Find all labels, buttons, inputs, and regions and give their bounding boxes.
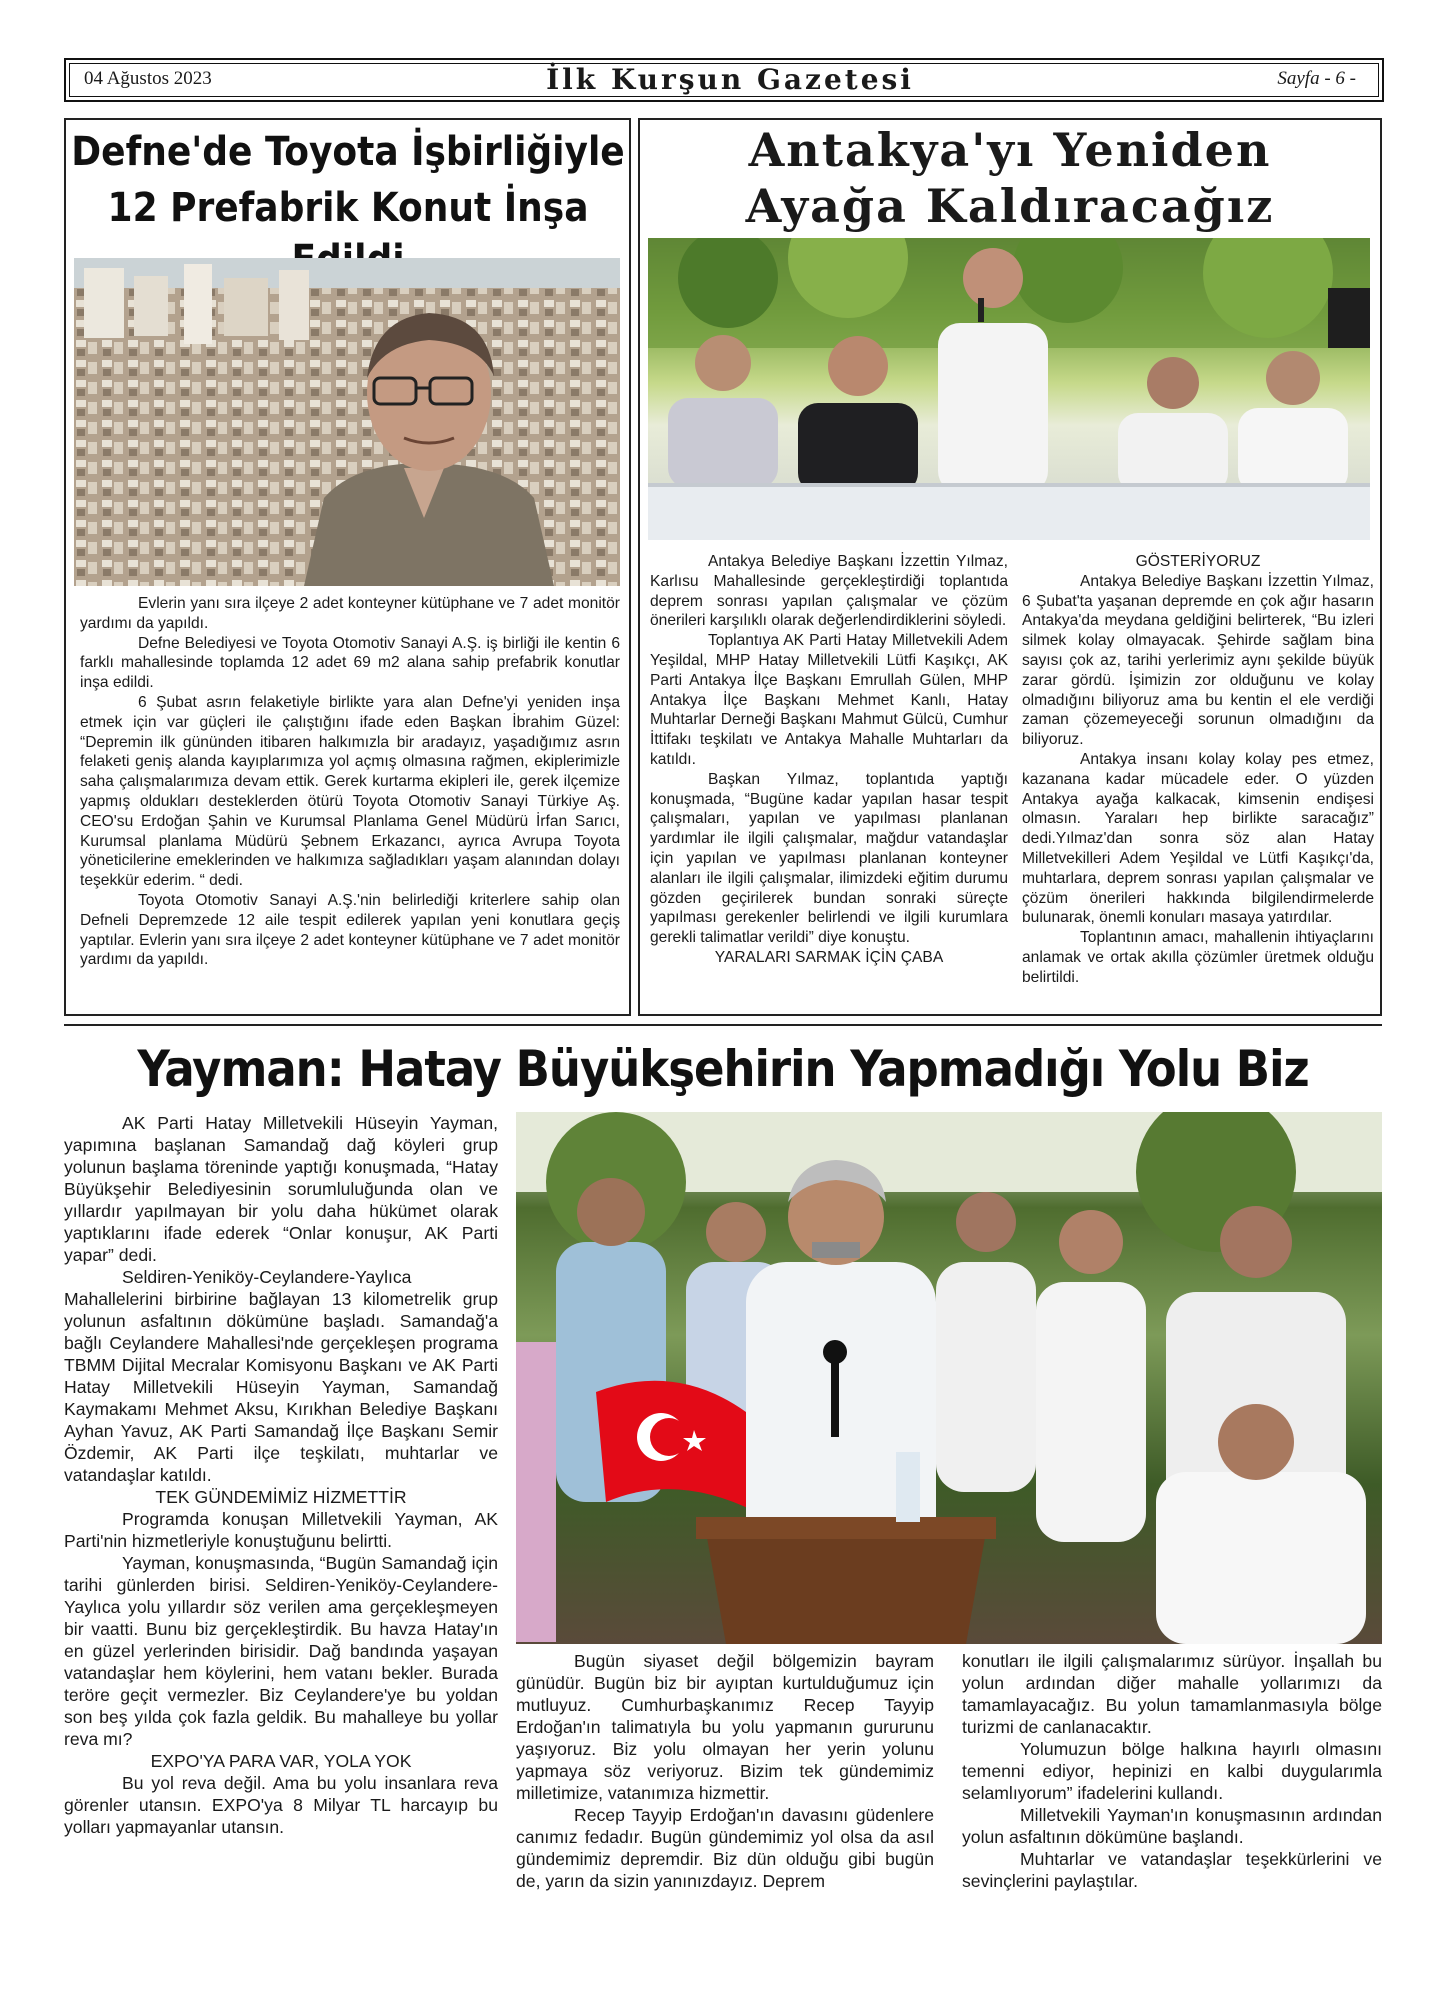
podium-speech-image (516, 1112, 1382, 1644)
article1-headline-line2: 12 Prefabrik Konut İnşa (107, 185, 589, 231)
meeting-image (648, 238, 1370, 540)
article3-headline-text: Yayman: Hatay Büyükşehirin Yapmadığı Yolu Biz (137, 1040, 1309, 1098)
article2-paragraph: Başkan Yılmaz, toplantıda yaptığı konuşmada, “Bugüne kadar yapılan hasar tespit çalışmaları, yapılan ve yapılması planlanan yardımlar ile ilgili çalışmalar, mağdur vatandaşlar için yapılan ve yapılması planlanan konteyner alanları ile ilgili çalışmalar, ilimizdeki eğitim durumu gözden geçirilerek bundan sonraki süreçte yapılması gerekenler belirlendi ve ilgili kurumlara gerekli talimatlar verildi” diye konuştu. (650, 770, 1008, 947)
article3-right-col (962, 1650, 1382, 1892)
page-number: Sayfa - 6 - (1277, 68, 1356, 89)
article3-subheading: TEK GÜNDEMİMİZ HİZMETTİR (155, 1487, 407, 1507)
city-and-man-image (74, 258, 620, 586)
article3-left-col (64, 1112, 498, 1838)
article2-paragraph: Antakya Belediye Başkanı İzzettin Yılmaz, 6 Şubat'ta yaşanan depremde en çok ağır hasarın Antakya'da meydana geldiğini belirterek, “Bu izleri silmek kolay olmayacak. Şehirde sağlam bina sayısı çok az, tarihi yerlerimiz aynı şekilde büyük zarar gördü. İşimizin zor olduğunu ve kolay olmadığını biliyoruz ama bu kentin el ele verdiği zaman çözemeyeceği sorunun olmadığını da biliyoruz. (1022, 572, 1374, 749)
article2-paragraph: Toplantının amacı, mahallenin ihtiyaçlarını anlamak ve ortak akılla çözümler üretmek olduğu belirtildi. (1022, 929, 1374, 986)
article3-mid-col (516, 1650, 934, 1892)
article2-subheading: GÖSTERİYORUZ (1135, 553, 1261, 570)
article3-photo (516, 1112, 1382, 1644)
newspaper-title: İlk Kurşun Gazetesi (546, 63, 914, 96)
article2-paragraph: Antakya Belediye Başkanı İzzettin Yılmaz, Karlısu Mahallesinde gerçekleştirdiği toplantıda deprem sonrası yapılan çalışmalar ve çözüm önerileri karşılıklı olarak değerlendirdiklerini söyledi. (650, 553, 1008, 630)
article3-paragraph: Seldiren-Yeniköy-Ceylandere-Yaylıca Mahallelerini birbirine bağlayan 13 kilometrelik grup yolunun asfaltının dökümüne başladı. Samandağ'a bağlı Ceylandere Mahallesi'nde gerçekleşen programa TBMM Dijital Mecralar Komisyonu Başkanı ve AK Parti Hatay Milletvekili Hüseyin Yayman, Samandağ Kaymakamı Mehmet Aksu, Kırıkhan Belediye Başkanı Ayhan Yavuz, AK Parti Samandağ İlçe Başkanı Semir Özdemir, AK Parti ilçe teşkilatı, muhtarlar ve vatandaşlar katıldı. (64, 1267, 498, 1485)
article2-subheading: YARALARI SARMAK İÇİN ÇABA (714, 948, 944, 966)
article1-photo (74, 258, 620, 586)
article2-paragraph: Toplantıya AK Parti Hatay Milletvekili Adem Yeşildal, MHP Hatay Milletvekili Lütfi Kaşıkçı, AK Parti Antakya İlçe Başkanı Emrullah Gülen, MHP Antakya İlçe Başkanı Mehmet Kanlı, Hatay Muhtarlar Derneği Başkanı Mahmut Gülcü, Cumhur İttifakı teşkilatı ve Antakya Mahalle Muhtarları da katıldı. (650, 632, 1008, 768)
article2-headline-line1: Antakya'yı Yeniden (748, 123, 1272, 177)
article2-headline (644, 122, 1376, 234)
article2-col1 (650, 552, 1008, 968)
article2-headline-line2: Ayağa Kaldıracağız (745, 179, 1275, 233)
article3-paragraph: Bugün siyaset değil bölgemizin bayram günüdür. Bugün biz bir ayıptan kurtulduğumuz için mutluyuz. Cumhurbaşkanımız Recep Tayyip Erdoğan'ın talimatıyla bu yolu yapmanın gururunu yaşıyoruz. Biz yolu olmayan her yerin yolunu yapmaya söz veriyoruz. Bizim tek gündemimiz milletimize, vatanımıza hizmettir. (516, 1651, 934, 1803)
article3-paragraph: Recep Tayyip Erdoğan'ın davasını güdenlere canımız fedadır. Bugün gündemimiz yol olsa da asıl gündemimiz depremdir. Biz dün olduğu gibi bugün de, yarın da sizin yanınızdayız. Deprem (516, 1805, 934, 1891)
article3-paragraph: AK Parti Hatay Milletvekili Hüseyin Yayman, yapımına başlanan Samandağ dağ köyleri grup yolunun başlama töreninde yaptığı konuşmada, “Hatay Büyükşehir Belediyesinin sorumluluğunda olan ve yıllardır yapılmayan bir yolu daha hükümet olarak yaptıklarını ifade ederek “Onlar konuşur, AK Parti yapar” dedi. (64, 1113, 498, 1265)
issue-date: 04 Ağustos 2023 (84, 68, 212, 89)
article2-paragraph: Antakya insanı kolay kolay pes etmez, kazanana kadar mücadele eder. O yüzden Antakya ayağa kalkacak, kimsenin endişesi olmasın. Yaraları hep birlikte saracağız” dedi.Yılmaz'dan sonra söz alan Hatay Milletvekilleri Adem Yeşildal ve Lütfi Kaşıkçı'da, muhtarlara, deprem sonrası yapılan çalışmalar ve çözüm önerileri hakkında bilgilendirmelerde bulunarak, önemli konuları masaya yatırdılar. (1022, 750, 1374, 927)
article3-paragraph: Bu yol reva değil. Ama bu yolu insanlara reva görenler utansın. EXPO'ya 8 Milyar TL harcayıp bu yolları yapmayanlar utansın. (64, 1773, 498, 1837)
article3-paragraph: konutları ile ilgili çalışmalarımız sürüyor. İnşallah bu yolun ardından diğer mahalle yollarımızı da tamamlayacağız. Bu yolun tamamlanmasıyla bölge turizmi de canlanacaktır. (962, 1651, 1382, 1737)
article3-paragraph: Milletvekili Yayman'ın konuşmasının ardından yolun asfaltının dökümüne başlandı. (962, 1805, 1382, 1847)
article1-paragraph: Toyota Otomotiv Sanayi A.Ş.'nin belirlediği kriterlere sahip olan Defneli Depremzede 12 aile tespit edilerek yapılan yeni konutlara geçiş yaptılar. Evlerin yanı sıra ilçeye 2 adet konteyner kütüphane ve 7 adet monitör yardımı da yapıldı. (80, 891, 620, 969)
article1-paragraph: Defne Belediyesi ve Toyota Otomotiv Sanayi A.Ş. iş birliği ile kentin 6 farklı mahallesinde toplamda 12 adet 69 m2 alana sahip prefabrik konutlar inşa edildi. (80, 634, 620, 692)
article3-subheading: EXPO'YA PARA VAR, YOLA YOK (150, 1751, 412, 1771)
article1-body (80, 594, 620, 970)
section-divider (64, 1024, 1382, 1026)
article3-paragraph: Yolumuzun bölge halkına hayırlı olmasını temenni ediyor, hepinizi en kalbi duygularımla selamlıyorum” ifadelerini kullandı. (962, 1739, 1382, 1803)
article3-paragraph: Programda konuşan Milletvekili Yayman, AK Parti'nin hizmetleriyle konuştuğunu belirtti. (64, 1509, 498, 1551)
article1-headline-line1: Defne'de Toyota İşbirliğiyle (71, 129, 625, 175)
article3-paragraph: Yayman, konuşmasında, “Bugün Samandağ için tarihi günlerden birisi. Seldiren-Yeniköy-Ceylandere-Yaylıca yolu yıllardır söz verilen ama gerçekleşmeyen bir vaatti. Bunu biz gerçekleştirdik. Bu havza Hatay'ın en güzel yerlerinden birisidir. Dağ bandında yaşayan vatandaşlar hem köylerini, hem vatanı bekler. Burada teröre geçit vermezler. Biz Ceylandere'ye bu yoldan son beş yılda çok fazla geldik. Bu mahalleye bu yollar reva mı? (64, 1553, 498, 1749)
article3-paragraph: Muhtarlar ve vatandaşlar teşekkürlerini ve sevinçlerini paylaştılar. (962, 1849, 1382, 1891)
article2-col2 (1022, 552, 1374, 988)
article1-paragraph: 6 Şubat asrın felaketiyle birlikte yara alan Defne'yi yeniden inşa etmek için var güçleri ile çalıştığını ifade eden Başkan İbrahim Güzel: “Depremin ilk gününden itibaren halkımızla bir aradayız, yaşadığımız asrın felaketi geniş alanda kayıplarımıza yol açmış olmasına rağmen, ekiplerimizle saha çalışmalarımıza devam ettik. Gerek kurtarma ekipleri ile, gerek ilçemize yapmış oldukları desteklerden ötürü Toyota Otomotiv Sanayi Türkiye Aş. CEO'su Erdoğan Şahin ve Kurumsal Planlama Genel Müdürü İrfan Sarıcı, Kurumsal planlama Müdürü Şebnem Erkazancı, ayrıca Avrupa Toyota yöneticilerine emeklerinden ve halkımıza sağladıkları yaşam alanından dolayı teşekkür ederim. “ dedi. (80, 693, 620, 890)
article2-photo (648, 238, 1370, 540)
article1-paragraph: Evlerin yanı sıra ilçeye 2 adet konteyner kütüphane ve 7 adet monitör yardımı da yapıldı. (80, 595, 620, 632)
